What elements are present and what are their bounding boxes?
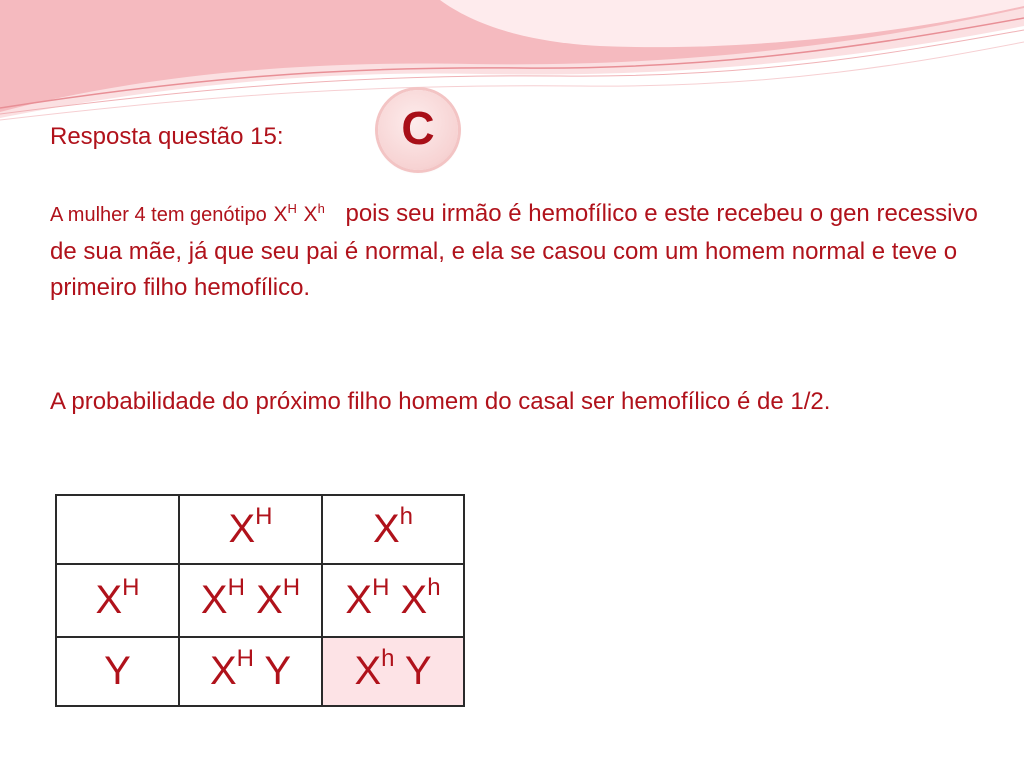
punnett-cell-highlighted: $X^h$ Y bbox=[322, 637, 464, 706]
punnett-col-header: $X^H$ bbox=[179, 495, 322, 564]
punnett-row-header: Y bbox=[56, 637, 179, 706]
punnett-cell: $X^H$ $X^h$ bbox=[322, 564, 464, 637]
answer-letter: C bbox=[401, 102, 435, 154]
punnett-header-row bbox=[56, 495, 464, 564]
punnett-row bbox=[56, 637, 464, 706]
punnett-row bbox=[56, 564, 464, 637]
explanation-paragraph bbox=[50, 196, 990, 307]
punnett-square bbox=[55, 494, 465, 707]
paragraph-rest: pois seu irmão é hemofílico e este recebeu o gen recessivo de sua mãe, já que seu pai é normal, e ela se casou com um homem normal e teve o primeiro filho hemofílico. bbox=[50, 200, 978, 301]
probability-paragraph: A probabilidade do próximo filho homem do casal ser hemofílico é de 1/2. bbox=[50, 388, 831, 415]
answer-badge bbox=[378, 90, 458, 170]
punnett-cell: $X^H$ $X^H$ bbox=[179, 564, 322, 637]
genotype-allele-1: $X^H$ bbox=[273, 201, 297, 226]
punnett-corner-cell bbox=[56, 495, 179, 564]
question-title: Resposta questão 15: bbox=[50, 123, 284, 150]
punnett-row-header: $X^H$ bbox=[56, 564, 179, 637]
header-wave-decoration bbox=[0, 0, 1024, 130]
paragraph-lead: A mulher 4 tem genótipo bbox=[50, 204, 267, 226]
punnett-cell: $X^H$ Y bbox=[179, 637, 322, 706]
genotype-allele-2: $X^h$ bbox=[303, 201, 325, 226]
punnett-col-header: $X^h$ bbox=[322, 495, 464, 564]
